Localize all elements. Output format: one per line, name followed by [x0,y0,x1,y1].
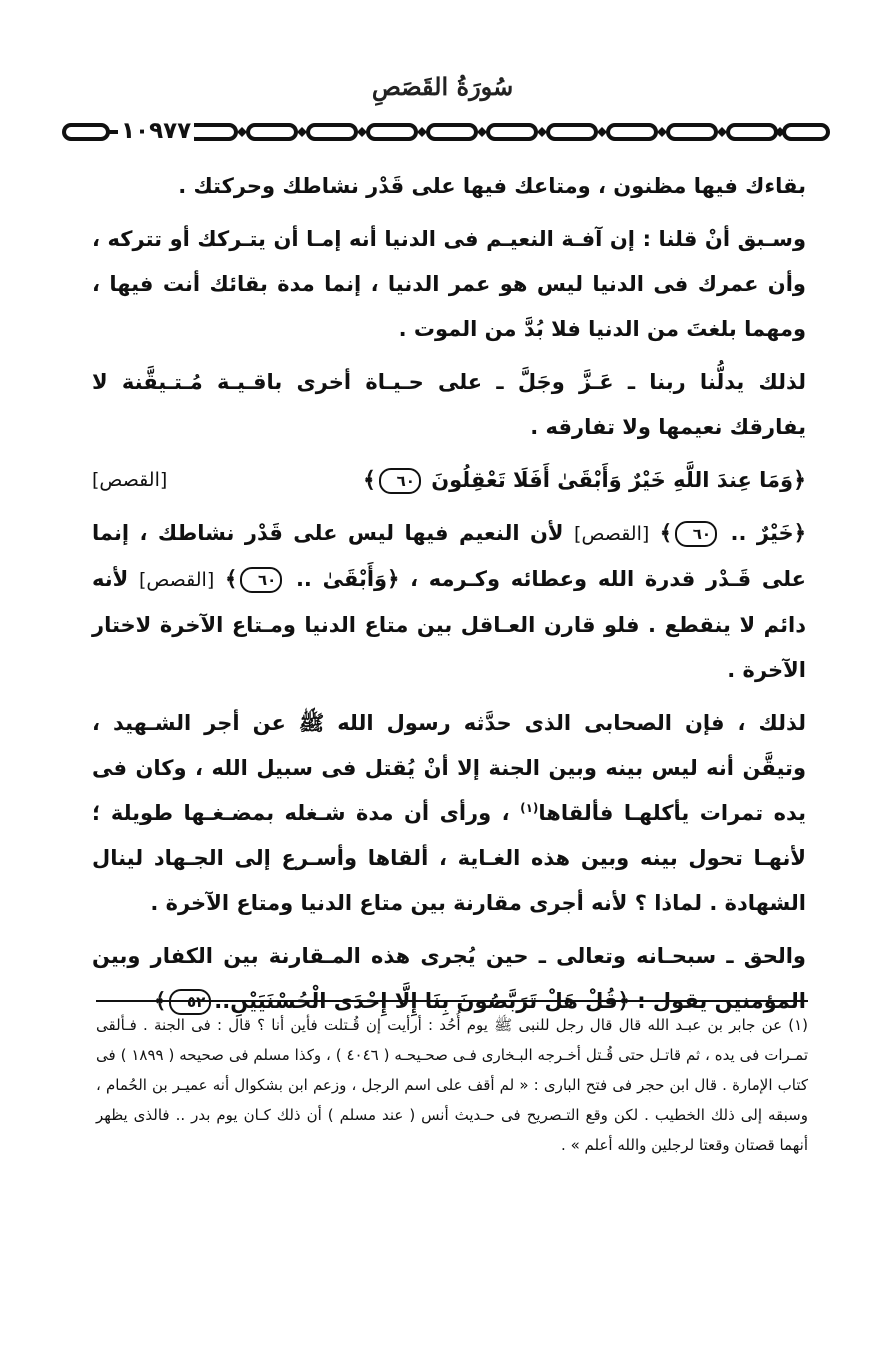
paragraph-5: لذلك ، فإن الصحابى الذى حدَّثه رسول الله ﷺ عن أجر الشـهيد ، وتيقَّن أنه ليس بينه وبين الجنة إلا أنْ يُقتل فى سبيل الله ، وكان فى يده تمرات يأكلهـا فألقاها$^{(١)}$ ، ورأى أن مدة شـغله بمضـغـها طويلة ؛ لأنهـا تحول بينه وبين هذه الغـاية ، ألقاها وأسـرع إلى الجـهاد لينال الشهادة . لماذا ؟ لأنه أجرى مقارنة بين متاع الدنيا ومتاع الآخرة . [92,711,806,915]
main-text [92,164,806,1032]
quran-verse-line [92,458,806,503]
surah-reference: [القصص] [92,469,168,491]
footnote-divider [96,1000,808,1002]
paragraph-4: ﴿خَيْرٌ .. ٦٠﴾ [القصص] لأن النعيم فيها ليس على قَدْر نشاطك ، إنما على قَـدْر قدرة الله وعطائه وكـرمه ، ﴿وَأَبْقَىٰ .. ٦٠﴾ [القصص] لأنه دائم لا ينقطع . فلو قارن العـاقل بين متاع الدنيا ومـتاع الآخرة لاختار الآخرة . [92,521,806,682]
paragraph-6: والحق ـ سبحـانه وتعالى ـ حين يُجرى هذه المـقارنة بين الكفار وبين المؤمنين يقول : ﴿قُلْ هَلْ تَرَبَّصُونَ بِنَا إِلَّا إِحْدَى الْحُسْنَيَيْنِ..٥٢﴾ [92,944,806,1013]
surah-title: سُورَةُ القَصَصِ [371,72,514,101]
paragraph-1: بقاءك فيها مظنون ، ومتاعك فيها على قَدْر نشاطك وحركتك . [178,174,806,198]
paragraph-2: وسـبق أنْ قلنا : إن آفـة النعيـم فى الدنيا أنه إمـا أن يتـركك أو تتركه ، وأن عمرك فى الدنيا ليس هو عمر الدنيا ، إنما مدة بقائك أنت فيها ، ومهما بلغتَ من الدنيا فلا بُدَّ من الموت . [92,227,806,341]
ayah-number: ٦٠ [240,567,282,593]
surah-reference: [القصص] [574,523,650,545]
page-number: ١٠٩٧٧ [118,116,194,146]
ayah-number: ٦٠ [675,521,717,547]
ayah-number: ٦٠ [379,468,421,494]
footnote-marker: (١) [520,801,539,815]
surah-reference: [القصص] [138,569,215,591]
ayah-number: ٥٢ [169,989,211,1015]
footnote-text: (١) عن جابر بن عبـد الله قال قال رجل للنبى ﷺ يوم أُحُد : أرأيت إن قُـتلت فأين أنا ؟ قال : فى الجنة . فـألقى تمـرات فى يده ، ثم قاتـل حتى قُـتل أخـرجه البـخارى فـى صحـيحـه ( ٤٠٤٦ ) ، وكذا مسلم فى صحيحه ( ١٨٩٩ ) فى كتاب الإمارة . قال ابن حجر فى فتح البارى : « لم أقف على اسم الرجل ، وزعم ابن بشكوال أنه عميـر بن الحُمام ، وسبقه إلى ذلك الخطيب . لكن وقع التـصريح فى حـديث أنس ( عند مسلم ) أن ذلك كـان يوم بدر .. فالذى يظهر أنهما قصتان وقعتا لرجلين والله أعلم » . [96,1016,809,1154]
footnote [96,1010,808,1160]
paragraph-3: لذلك يدلُّنا ربنا ـ عَـزَّ وجَلَّ ـ على حـيـاة أخرى باقـيـة مُـتـيقَّنة لا يفارقك نعيمها ولا تفارقه . [92,370,806,439]
quran-verse: ﴿وَمَا عِندَ اللَّهِ خَيْرٌ وَأَبْقَىٰ أَفَلَا تَعْقِلُونَ ٦٠﴾ [362,468,806,493]
